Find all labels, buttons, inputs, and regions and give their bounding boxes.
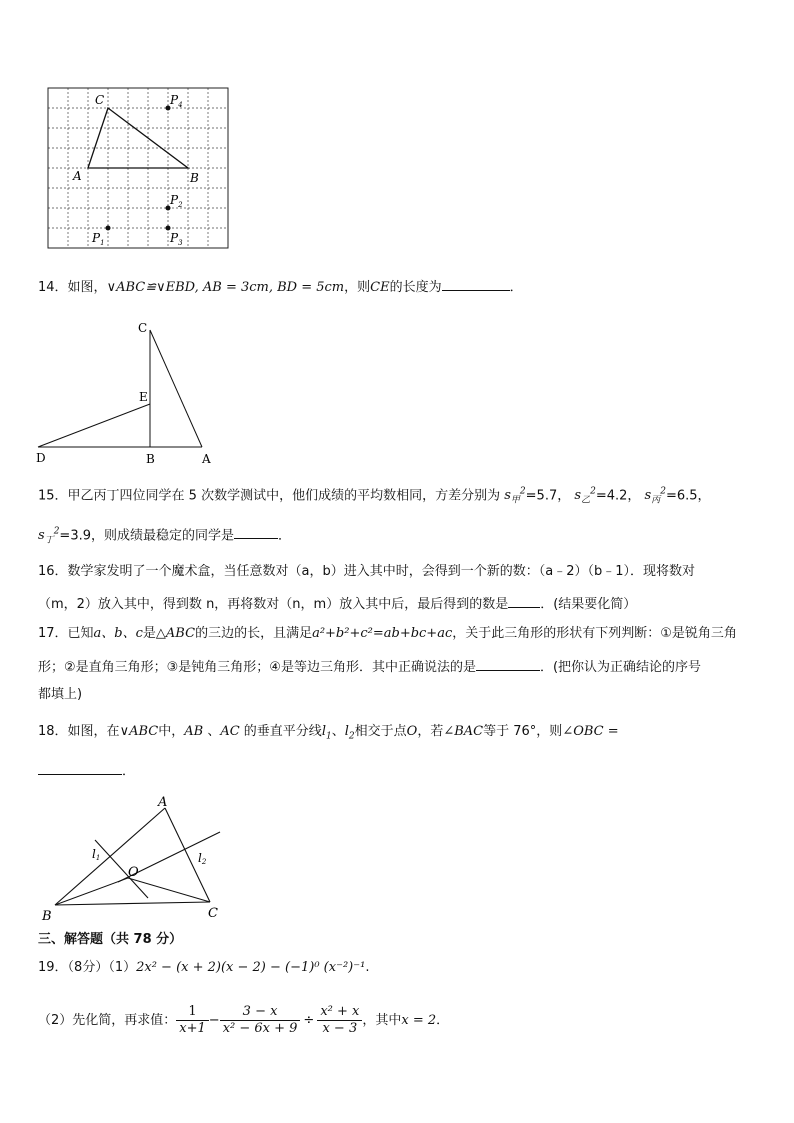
s-ding: $s_丁^2$: [38, 527, 60, 546]
q18-sep: 、: [203, 724, 221, 739]
q15-end: ．: [278, 528, 292, 544]
q19-label: 19．（8分）（1）: [38, 960, 137, 975]
q19-part2-end: ．: [436, 1013, 450, 1028]
question-15-line1: 15．甲乙丙丁四位同学在 5 次数学测试中，他们成绩的平均数相同，方差分别为 $s_甲^2=5.7$， $s_乙^2=4.2$， $s_丙^2=6.5$，: [38, 487, 711, 506]
q17-text-c: 的三边的长，且满足: [195, 626, 313, 641]
question-18-line2: [38, 760, 135, 781]
s-jia-value: =5.7: [525, 488, 558, 504]
q18-text: 如图，在: [67, 724, 120, 739]
grid-triangle-figure: [40, 80, 240, 255]
q15-text: 甲乙丙丁四位同学在 5 次数学测试中，他们成绩的平均数相同，方差分别为: [67, 488, 501, 504]
q17-triangle: △ABC: [155, 626, 196, 641]
q17-text: 17．已知: [38, 626, 94, 641]
fraction-3: $\frac{\text{x² + x}}{x - 3}$: [317, 1004, 362, 1037]
minus-sign: −: [208, 1013, 220, 1028]
label-d: D: [36, 451, 46, 465]
q19-part2-label: （2）先化简，再求值：: [38, 1013, 177, 1028]
q14-suffix: 的长度为: [389, 280, 442, 295]
q16-text: （m，2）放入其中，得到数 n，再将数对（n，m）放入其中后，最后得到的数是: [38, 597, 509, 612]
q17-equation: a²+b²+c²=ab+bc+ac: [312, 626, 453, 641]
label-c: C: [208, 906, 218, 921]
question-17-line3: 都填上): [38, 687, 83, 702]
divide-sign: ÷: [303, 1013, 315, 1028]
section-title: 三、解答题（共 78 分）: [38, 932, 183, 947]
q19-end: .: [365, 960, 370, 975]
s-yi: $s_乙^2$: [570, 487, 596, 506]
q18-figure: [30, 790, 240, 925]
point-p3: [166, 226, 171, 231]
question-19-part1: [38, 959, 369, 977]
q18-angle2: ∠OBC =: [562, 724, 619, 739]
q17-text-2b: ．(把你认为正确结论的序号: [539, 660, 702, 675]
question-number: 18．: [38, 724, 68, 739]
answer-blank[interactable]: [476, 656, 540, 671]
label-o: O: [128, 865, 139, 880]
s-bing-value: =6.5: [665, 488, 698, 504]
label-a: A: [73, 169, 82, 183]
q18-l2: $l_2$: [344, 724, 355, 742]
s-bing: $s_丙^2$: [640, 487, 666, 506]
q18-angle: ∠BAC: [443, 724, 484, 739]
question-14: [38, 276, 523, 297]
q17-text-2: 形；②是直角三角形；③是钝角三角形；④是等边三角形．其中正确说法的是: [38, 660, 476, 675]
q14-figure: [30, 315, 230, 470]
label-a: A: [158, 795, 168, 810]
point-p1: [106, 226, 111, 231]
q18-text-c: 的垂直平分线: [239, 724, 322, 739]
q18-text-d: 相交于点: [354, 724, 407, 739]
answer-blank[interactable]: [38, 760, 122, 775]
s-yi-value: =4.2: [595, 488, 628, 504]
q19-value: x = 2: [401, 1013, 437, 1028]
question-number: 15．: [38, 488, 68, 504]
q18-sep2: 、: [331, 724, 345, 739]
s-jia: $s_甲^2$: [500, 487, 526, 506]
label-c: C: [95, 93, 105, 107]
q19-tail: ，其中: [362, 1013, 402, 1028]
q14-condition: ∨ABC≌∨EBD, AB = 3cm, BD = 5cm: [106, 280, 345, 295]
fraction-1: $\frac{1}{x+1}$: [176, 1004, 209, 1037]
question-16-line2: [38, 593, 636, 614]
q14-mid: ，则: [344, 280, 371, 295]
label-p1: $P_1$: [92, 231, 105, 247]
q18-text-f: 等于 76°，则: [483, 724, 563, 739]
question-18-line1: [38, 723, 619, 746]
triangle-abc: [88, 108, 188, 168]
label-l1: l1: [92, 847, 101, 862]
fraction-2: $\frac{3 - x}{\text{x² − 6x + 9}}$: [220, 1004, 301, 1037]
q14-prefix: 如图，: [67, 280, 107, 295]
q18-text-e: ，若: [417, 724, 444, 739]
q17-text-d: ，关于此三角形的形状有下列判断：①是锐角三角: [452, 626, 737, 641]
q18-text-b: 中，: [158, 724, 185, 739]
q15-text2: ，则成绩最稳定的同学是: [91, 528, 235, 544]
label-c: C: [138, 321, 148, 335]
q18-o: O: [406, 724, 418, 739]
question-16-line1: 16．数学家发明了一个魔术盒，当任意数对（a，b）进入其中时，会得到一个新的数：（a﹣2）（b﹣1）．现将数对: [38, 564, 696, 579]
q18-ab: AB: [184, 724, 204, 739]
s-ding-value: =3.9: [59, 528, 91, 544]
question-number: 14．: [38, 280, 68, 295]
q16-text-end: ．(结果要化简）: [540, 597, 637, 612]
label-b: B: [146, 452, 155, 466]
label-l2: l2: [198, 851, 207, 866]
label-a: A: [202, 452, 211, 466]
q19-expression: 2x² − (x + 2)(x − 2) − (−1)⁰ (x⁻²)⁻¹: [136, 960, 366, 975]
q18-l1: $l_1$: [321, 724, 332, 742]
label-p2: $P_2$: [170, 193, 183, 209]
q17-text-b: 是: [142, 626, 156, 641]
question-15-line2: [38, 523, 291, 550]
label-p3: $P_3$: [170, 231, 183, 247]
question-17-line1: [38, 625, 737, 643]
q18-end: ．: [122, 764, 136, 779]
q14-end: ．: [509, 280, 523, 295]
answer-blank[interactable]: [508, 593, 540, 608]
label-p4: $P_4$: [170, 93, 183, 109]
label-b: B: [42, 909, 52, 924]
q18-triangle: ∨ABC: [119, 724, 159, 739]
question-19-part2: [38, 1004, 449, 1038]
q18-ac: AC: [220, 724, 240, 739]
question-17-line2: [38, 656, 701, 677]
q17-vars: a、b、c: [93, 626, 143, 641]
label-e: E: [139, 390, 148, 404]
answer-blank[interactable]: [234, 524, 278, 539]
q14-target: CE: [370, 280, 390, 295]
label-b: B: [190, 171, 199, 185]
answer-blank[interactable]: [442, 276, 510, 291]
